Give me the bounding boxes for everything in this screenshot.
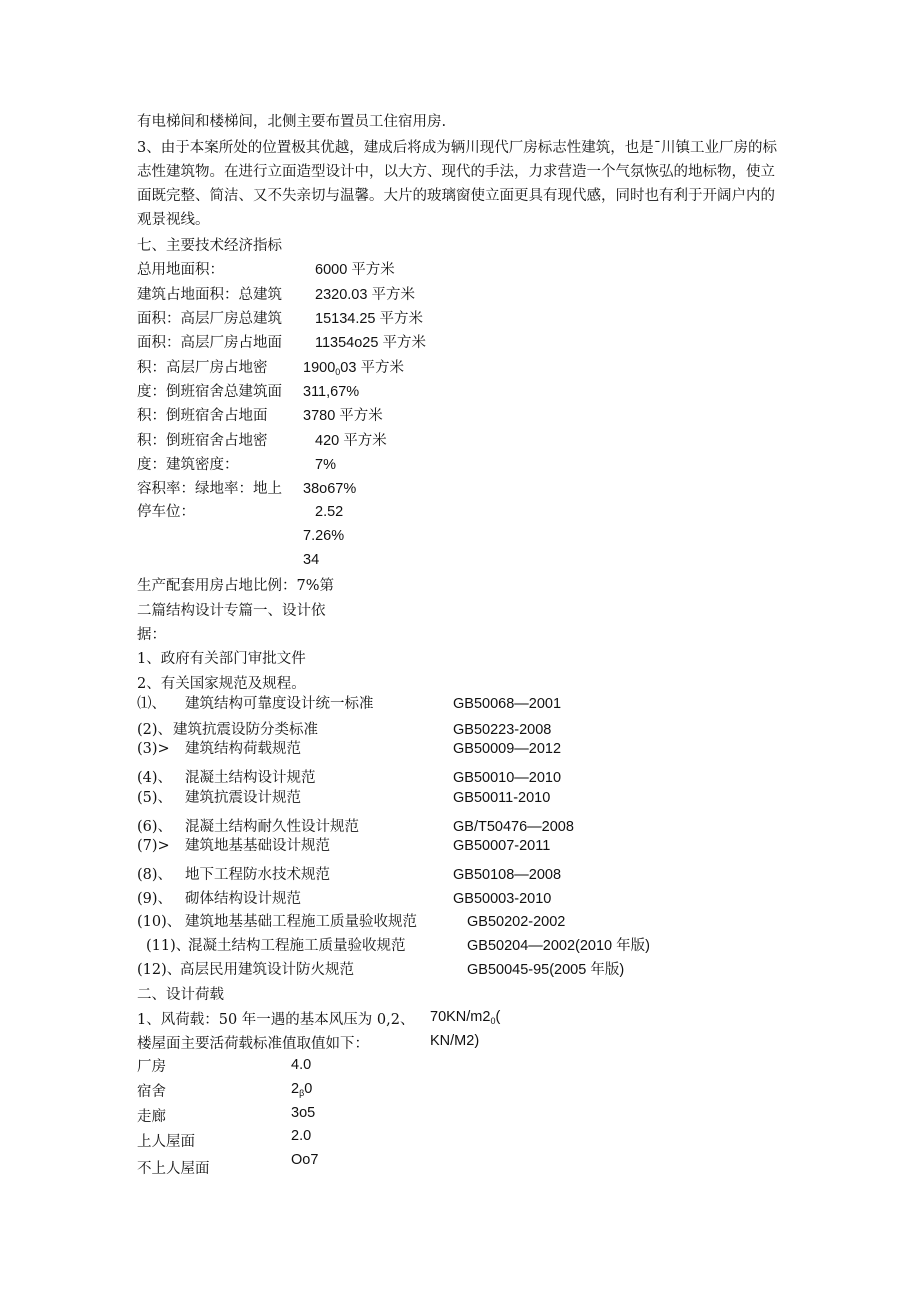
- standard-code: GB50010—2010: [453, 770, 562, 786]
- metric-value: 11354o25 平方米: [315, 335, 426, 351]
- standard-name: 建筑结构荷载规范: [185, 741, 301, 757]
- metric-value: 7%: [315, 457, 336, 473]
- standard-code: GB50223-2008: [453, 722, 552, 738]
- standard-name: 砌体结构设计规范: [185, 891, 301, 907]
- loads-heading: 二、设计荷载: [137, 987, 224, 1003]
- standard-name: 建筑地基基础工程施工质量验收规范: [185, 914, 417, 930]
- metric-label: 容积率：绿地率：地上: [137, 481, 282, 497]
- standard-num: (9)、: [137, 891, 173, 907]
- metric-label: 度：倒班宿舍总建筑面: [137, 384, 282, 400]
- standard-num: (12)、: [137, 962, 182, 978]
- load-name: 走廊: [137, 1109, 166, 1125]
- paragraph-3: 3、由于本案所处的位置极其优越，建成后将成为辆川现代厂房标志性建筑，也是ˉ川镇工业厂房的标志性建筑物。在进行立面造型设计中，以大方、现代的手法，力求营造一个气氛恢弘的地标物，使立面既完整、简洁、又不失亲切与温馨。大片的玻璃窗使立面更具有现代感，同时也有利于开阔户内的观景视线。: [137, 140, 777, 228]
- standard-num: (5)、: [137, 790, 173, 806]
- wind-load-line: 1、风荷载：50 年一遇的基本风压为 0,2、: [137, 1012, 415, 1028]
- load-value: 4.0: [291, 1057, 312, 1073]
- metric-label: 面积：高层厂房占地面: [137, 335, 282, 351]
- standard-code: GB50007-2011: [453, 838, 551, 854]
- standard-code: GB/T50476—2008: [453, 819, 574, 835]
- basis-item: 2、有关国家规范及规程。: [137, 676, 306, 692]
- standard-name: 建筑抗震设计规范: [185, 790, 301, 806]
- metric-label: 建筑占地面积：总建筑: [137, 287, 282, 303]
- metric-value: 38o67%: [303, 481, 357, 497]
- standard-name: 地下工程防水技术规范: [185, 867, 330, 883]
- ratio-line: 生产配套用房占地比例：7%第: [137, 578, 335, 594]
- standard-num: (3)>: [137, 741, 170, 757]
- intro-line: 有电梯间和楼梯间，北侧主要布置员工住宿用房.: [137, 114, 447, 130]
- metric-label: 总用地面积：: [137, 262, 224, 278]
- standard-code: GB50045-95(2005 年版): [467, 962, 625, 978]
- load-value: 3o5: [291, 1105, 316, 1121]
- metric-label: 度：建筑密度：: [137, 457, 239, 473]
- standard-code: GB50202-2002: [467, 914, 566, 930]
- section-heading: 七、主要技术经济指标: [137, 238, 282, 254]
- load-value: 2.0: [291, 1128, 312, 1144]
- standard-code: GB50011-2010: [453, 790, 551, 806]
- load-name: 不上人屋面: [137, 1161, 210, 1177]
- metric-label: 积：高层厂房占地密: [137, 360, 268, 376]
- metric-label: 停车位：: [137, 504, 195, 520]
- standard-num: (2)、: [137, 722, 173, 738]
- metric-label: 面积：高层厂房总建筑: [137, 311, 282, 327]
- metric-value: $1900_003$ 平方米: [303, 360, 404, 377]
- standard-num: (10)、: [137, 914, 182, 930]
- basis-item: 1、政府有关部门审批文件: [137, 651, 306, 667]
- metric-value: 420 平方米: [315, 433, 387, 449]
- metric-value: 2320.03 平方米: [315, 287, 415, 303]
- metric-label: 积：倒班宿舍占地密: [137, 433, 268, 449]
- floor-load-line: 楼屋面主要活荷载标准值取值如下：: [137, 1036, 369, 1052]
- standard-name: 建筑抗震设防分类标准: [173, 722, 318, 738]
- load-unit: KN/M2): [430, 1033, 480, 1049]
- metric-value: 3780 平方米: [303, 408, 383, 424]
- standard-name: 建筑地基基础设计规范: [185, 838, 330, 854]
- standard-name: 建筑结构可靠度设计统一标准: [185, 696, 374, 712]
- load-name: 上人屋面: [137, 1134, 195, 1150]
- load-name: 厂房: [137, 1059, 166, 1075]
- standard-num: (11)、: [146, 938, 191, 954]
- metric-value: 15134.25 平方米: [315, 311, 424, 327]
- standard-name: 混凝土结构设计规范: [185, 770, 316, 786]
- standard-name: 混凝土结构耐久性设计规范: [185, 819, 359, 835]
- metric-label: 积：倒班宿舍占地面: [137, 408, 268, 424]
- standard-num: (7)>: [137, 838, 170, 854]
- standard-num: (4)、: [137, 770, 173, 786]
- standard-num: (8)、: [137, 867, 173, 883]
- metric-value: 7.26%: [303, 528, 345, 544]
- standard-name: 混凝土结构工程施工质量验收规范: [188, 938, 406, 954]
- standard-name: 高层民用建筑设计防火规范: [180, 962, 354, 978]
- standard-code: GB50108—2008: [453, 867, 562, 883]
- standard-code: GB50009—2012: [453, 741, 562, 757]
- metric-value: 34: [303, 552, 320, 568]
- standard-num: (6)、: [137, 819, 173, 835]
- standard-code: GB50204—2002(2010 年版): [467, 938, 650, 954]
- part-heading-cont: 据：: [137, 627, 166, 643]
- standard-code: GB50003-2010: [453, 891, 552, 907]
- part-heading: 二篇结构设计专篇一、设计依: [137, 603, 326, 619]
- metric-value: 311,67%: [303, 384, 360, 400]
- load-value: $2_\beta 0$: [291, 1081, 313, 1098]
- wind-load-value: $70KN/m2_0$(: [430, 1009, 501, 1026]
- standard-num: ⑴、: [137, 696, 166, 712]
- metric-value: 2.52: [315, 504, 344, 520]
- load-name: 宿舍: [137, 1084, 166, 1100]
- standard-code: GB50068—2001: [453, 696, 562, 712]
- load-value: Oo7: [291, 1152, 319, 1168]
- metric-value: 6000 平方米: [315, 262, 395, 278]
